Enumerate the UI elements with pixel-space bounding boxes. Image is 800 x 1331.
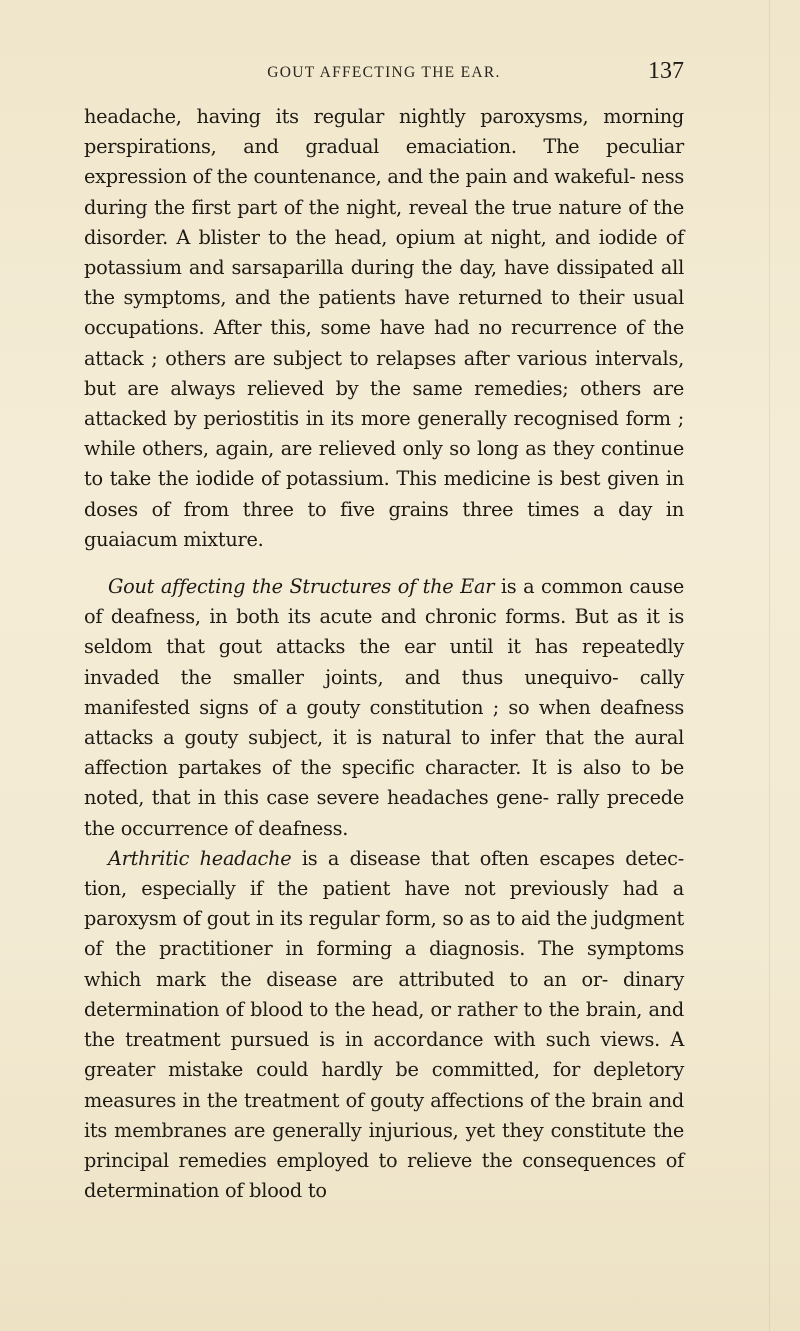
page-header: [84, 58, 684, 87]
paragraph-3-heading: Arthritic headache: [108, 846, 292, 870]
paragraph-3: [84, 844, 684, 1206]
paragraph-1: headache, having its regular nightly paroxysms, morning perspirations, and gradual emaciation. The peculiar expression of the countenance, and the pain and wakeful- ness during the first part of the night, reveal the true nature of the disorder. A blister to the head, opium at night, and iodide of potassium and sarsaparilla during the day, have dissipated all the symptoms, and the patients have returned to their usual occupations. After this, some have had no recurrence of the attack ; others are subject to relapses after various intervals, but are always relieved by the same remedies; others are attacked by periostitis in its more generally recognised form ; while others, again, are relieved only so long as they continue to take the iodide of potassium. This medicine is best given in doses of from three to five grains three times a day in guaiacum mixture.: [84, 105, 684, 551]
paragraph-2-heading: Gout affecting the Structures of the Ear: [108, 575, 495, 599]
page-crease: [769, 0, 770, 1331]
running-head: GOUT AFFECTING THE EAR.: [267, 64, 501, 81]
paragraph-3-text: is a disease that often escapes detec- tion, especially if the patient have not previously had a paroxysm of gout in its regular form, so as to aid the judgment of the practitioner in forming a diagnosis. The symptoms which mark the disease are attributed to an or- dinary determination of blood to the head, or rather to the brain, and the treatment pursued is in accordance with such views. A greater mistake could hardly be committed, for depletory measures in the treatment of gouty affections of the brain and its membranes are generally injurious, yet they constitute the principal remedies employed to relieve the consequences of determination of blood to: [84, 846, 684, 1203]
paragraph-2-text: is a common cause of deafness, in both its acute and chronic forms. But as it is seldom that gout attacks the ear until it has repeatedly invaded the smaller joints, and thus unequivo- cally manifested signs of a gouty constitution ; so when deafness attacks a gouty subject, it is natural to infer that the aural affection partakes of the specific character. It is also to be noted, that in this case severe headaches gene- rally precede the occurrence of deafness.: [84, 575, 684, 840]
page-number: 137: [648, 58, 684, 84]
body-text: [84, 102, 684, 1206]
paragraph-2: [84, 572, 684, 844]
